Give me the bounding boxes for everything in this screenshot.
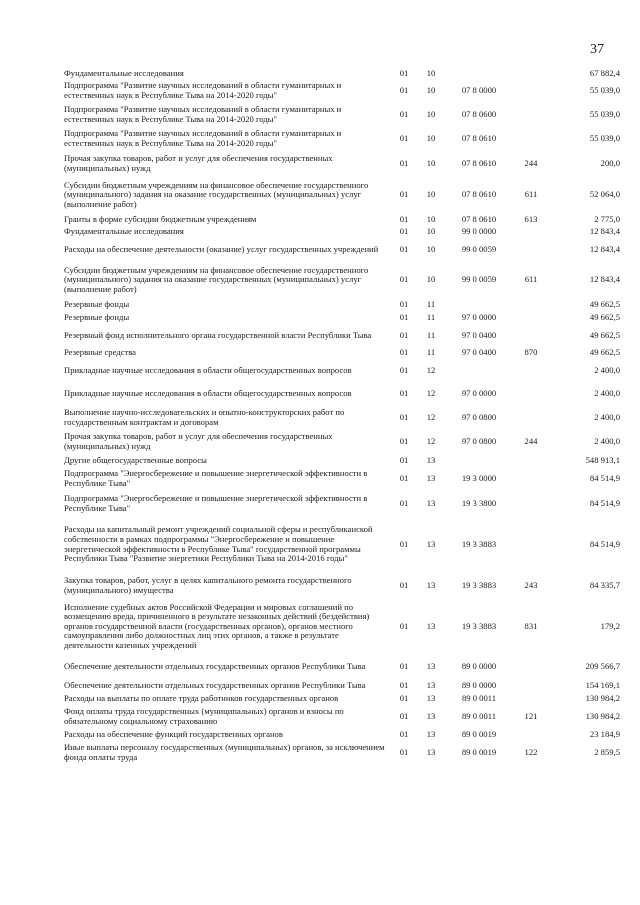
- cell-pr: 13: [426, 473, 436, 484]
- cell-name: Выполнение научно-исследовательских и опытно-конструкторских работ по государственным контрактам и договорам: [64, 407, 345, 427]
- cell-rz: 01: [399, 133, 409, 144]
- cell-pr: 12: [426, 364, 436, 375]
- cell-sum: 49 662,5: [589, 299, 620, 310]
- cell-name: Расходы на обеспечение деятельности (оказание) услуг государственных учреждений: [64, 243, 379, 254]
- cell-pr: 10: [426, 109, 436, 120]
- cell-cs: 99 0 0059: [461, 274, 497, 285]
- cell-sum: 84 514,9: [589, 473, 620, 484]
- cell-cs: 89 0 0000: [461, 679, 497, 690]
- cell-pr: 13: [426, 454, 436, 465]
- cell-name: Подпрограмма "Энергосбережение и повышение энергетической эффективности в Республике Тыва": [64, 468, 368, 488]
- cell-pr: 10: [426, 214, 436, 225]
- cell-sum: 179,2: [600, 620, 620, 631]
- cell-rz: 01: [399, 347, 409, 358]
- cell-rz: 01: [399, 728, 409, 739]
- cell-cs: 07 8 0610: [461, 189, 497, 200]
- cell-cs: 07 8 0610: [461, 133, 497, 144]
- cell-rz: 01: [399, 692, 409, 703]
- cell-cs: 19 3 3800: [461, 497, 497, 508]
- cell-cs: 19 3 0000: [461, 473, 497, 484]
- cell-sum: 2 775,0: [594, 214, 620, 225]
- cell-cs: 97 0 0800: [461, 436, 497, 447]
- cell-name: Обеспечение деятельности отдельных государственных органов Республики Тыва: [64, 661, 366, 672]
- cell-pr: 10: [426, 85, 436, 96]
- cell-sum: 49 662,5: [589, 311, 620, 322]
- cell-rz: 01: [399, 364, 409, 375]
- cell-rz: 01: [399, 329, 409, 340]
- cell-pr: 13: [426, 538, 436, 549]
- cell-pr: 13: [426, 620, 436, 631]
- cell-name: Подпрограмма "Развитие научных исследований в области гуманитарных и естественных наук в Республике Тыва на 2014-2020 годы": [64, 80, 342, 100]
- table-row: [64, 347, 620, 359]
- cell-rz: 01: [399, 620, 409, 631]
- cell-pr: 13: [426, 661, 436, 672]
- cell-vr: 243: [524, 579, 538, 590]
- cell-rz: 01: [399, 157, 409, 168]
- cell-name: Прикладные научные исследования в области общегосударственных вопросов: [64, 364, 352, 375]
- table-row: [64, 491, 620, 516]
- cell-cs: 19 3 3883: [461, 538, 497, 549]
- table-row: [64, 226, 620, 238]
- cell-pr: 13: [426, 579, 436, 590]
- cell-pr: 12: [426, 436, 436, 447]
- cell-sum: 130 984,2: [585, 710, 620, 721]
- cell-name: Фонд оплаты труда государственных (муниципальных) органов и взносы по обязательному социальному страхованию: [64, 705, 344, 726]
- cell-cs: 97 0 0400: [461, 329, 497, 340]
- cell-sum: 55 039,0: [589, 133, 620, 144]
- cell-sum: 2 400,0: [594, 364, 620, 375]
- cell-cs: 97 0 0400: [461, 347, 497, 358]
- cell-rz: 01: [399, 436, 409, 447]
- cell-name: Прикладные научные исследования в области общегосударственных вопросов: [64, 388, 352, 399]
- cell-cs: 99 0 0000: [461, 226, 497, 237]
- cell-sum: 2 400,0: [594, 436, 620, 447]
- table-row: [64, 692, 620, 705]
- cell-sum: 84 335,7: [589, 579, 620, 590]
- cell-name: Резервный фонд исполнительного органа государственной власти Республики Тыва: [64, 329, 372, 340]
- cell-rz: 01: [399, 412, 409, 423]
- table-row: [64, 176, 620, 214]
- table-row: [64, 741, 620, 764]
- cell-name: Другие общегосударственные вопросы: [64, 454, 207, 465]
- cell-vr: 831: [524, 620, 538, 631]
- cell-sum: 67 882,4: [589, 67, 620, 78]
- cell-sum: 2 400,0: [594, 412, 620, 423]
- cell-sum: 12 843,4: [589, 226, 620, 237]
- cell-name: Гранты в форме субсидии бюджетным учреждениям: [64, 214, 257, 225]
- cell-rz: 01: [399, 473, 409, 484]
- cell-pr: 13: [426, 710, 436, 721]
- table-row: [64, 261, 620, 299]
- table-row: [64, 127, 620, 151]
- cell-pr: 10: [426, 157, 436, 168]
- cell-pr: 11: [426, 329, 436, 340]
- cell-rz: 01: [399, 189, 409, 200]
- cell-rz: 01: [399, 710, 409, 721]
- cell-vr: 870: [524, 347, 538, 358]
- cell-name: Субсидии бюджетным учреждениям на финансовое обеспечение государственного (муниципального) задания на оказание государственных (муниципальных) услуг (выполнение работ): [64, 179, 369, 209]
- cell-sum: 55 039,0: [589, 85, 620, 96]
- table-row: [64, 454, 620, 467]
- cell-rz: 01: [399, 299, 409, 310]
- cell-vr: 611: [524, 189, 538, 200]
- cell-cs: 89 0 0019: [461, 746, 497, 757]
- cell-name: Субсидии бюджетным учреждениям на финансовое обеспечение государственного (муниципального) задания на оказание государственных (муниципальных) услуг (выполнение работ): [64, 264, 369, 294]
- cell-vr: 121: [524, 710, 538, 721]
- table-row: [64, 324, 620, 347]
- cell-sum: 12 843,4: [589, 243, 620, 254]
- cell-sum: 2 400,0: [594, 388, 620, 399]
- table-row: [64, 79, 620, 103]
- cell-cs: 97 0 0000: [461, 388, 497, 399]
- table-row: [64, 430, 620, 454]
- cell-pr: 13: [426, 692, 436, 703]
- cell-sum: 84 514,9: [589, 538, 620, 549]
- cell-rz: 01: [399, 214, 409, 225]
- table-row: [64, 68, 620, 79]
- cell-pr: 11: [426, 347, 436, 358]
- cell-name: Фундаментальные исследования: [64, 67, 184, 78]
- cell-pr: 12: [426, 388, 436, 399]
- cell-cs: 97 0 0000: [461, 311, 497, 322]
- cell-sum: 209 566,7: [585, 661, 620, 672]
- cell-pr: 11: [426, 311, 436, 322]
- table-row: [64, 598, 620, 655]
- cell-rz: 01: [399, 388, 409, 399]
- table-row: [64, 359, 620, 382]
- cell-pr: 12: [426, 412, 436, 423]
- cell-name: Обеспечение деятельности отдельных государственных органов Республики Тыва: [64, 679, 366, 690]
- cell-sum: 49 662,5: [589, 329, 620, 340]
- cell-sum: 2 859,5: [594, 746, 620, 757]
- cell-rz: 01: [399, 67, 409, 78]
- cell-name: Резервные фонды: [64, 311, 130, 322]
- cell-cs: 89 0 0011: [461, 710, 497, 721]
- cell-pr: 13: [426, 728, 436, 739]
- cell-sum: 55 039,0: [589, 109, 620, 120]
- cell-pr: 13: [426, 746, 436, 757]
- table-row: [64, 679, 620, 692]
- cell-sum: 200,0: [600, 157, 620, 168]
- cell-cs: 89 0 0000: [461, 661, 497, 672]
- table-row: [64, 214, 620, 226]
- cell-pr: 10: [426, 243, 436, 254]
- cell-name: Фундаментальные исследования: [64, 226, 184, 237]
- table-row: [64, 103, 620, 127]
- cell-vr: 613: [524, 214, 538, 225]
- cell-rz: 01: [399, 226, 409, 237]
- cell-cs: 07 8 0610: [461, 214, 497, 225]
- table-row: [64, 151, 620, 176]
- cell-cs: 89 0 0011: [461, 692, 497, 703]
- cell-cs: 89 0 0019: [461, 728, 497, 739]
- cell-rz: 01: [399, 274, 409, 285]
- cell-cs: 07 8 0610: [461, 157, 497, 168]
- cell-name: Исполнение судебных актов Российской Федерации и мировых соглашений по возмещению вреда, причиненного в результате незаконных действий (бездействия) органов государственной власти (государственных органов), органов местного самоуправления либо должностных лиц этих органов, а также в результате деятельности казенных учреждений: [64, 601, 370, 650]
- page-number: 37: [590, 42, 604, 57]
- budget-table: [64, 68, 620, 764]
- table-row: [64, 311, 620, 324]
- cell-rz: 01: [399, 746, 409, 757]
- cell-pr: 10: [426, 189, 436, 200]
- cell-rz: 01: [399, 85, 409, 96]
- cell-name: Прочая закупка товаров, работ и услуг для обеспечения государственных (муниципальных) нужд: [64, 431, 333, 451]
- cell-pr: 13: [426, 497, 436, 508]
- cell-rz: 01: [399, 661, 409, 672]
- table-row: [64, 299, 620, 311]
- cell-name: Прочая закупка товаров, работ и услуг для обеспечения государственных (муниципальных) нужд: [64, 152, 333, 173]
- cell-cs: 19 3 3883: [461, 620, 497, 631]
- table-row: [64, 573, 620, 598]
- cell-pr: 10: [426, 274, 436, 285]
- cell-sum: 154 169,1: [585, 679, 620, 690]
- cell-name: Иные выплаты персоналу государственных (муниципальных) органов, за исключением фонда оплаты труда: [64, 741, 385, 762]
- cell-cs: 07 8 0600: [461, 109, 497, 120]
- cell-name: Резервные средства: [64, 347, 136, 358]
- cell-sum: 52 064,0: [589, 189, 620, 200]
- cell-rz: 01: [399, 538, 409, 549]
- cell-rz: 01: [399, 311, 409, 322]
- cell-vr: 244: [524, 436, 538, 447]
- cell-cs: 19 3 3883: [461, 579, 497, 590]
- cell-vr: 244: [524, 157, 538, 168]
- cell-sum: 12 843,4: [589, 274, 620, 285]
- cell-name: Расходы на капитальный ремонт учреждений социальной сферы и республиканской собственности в рамках подпрограммы "Энергосбережение и повышение энергетической эффективности в Республике Тыва" государственной программы Республики Тыва "Развитие энергетики Республики Тыва на 2014-2016 годы": [64, 524, 373, 564]
- table-row: [64, 516, 620, 573]
- cell-name: Подпрограмма "Энергосбережение и повышение энергетической эффективности в Республике Тыва": [64, 492, 368, 513]
- cell-rz: 01: [399, 454, 409, 465]
- cell-sum: 130 984,2: [585, 692, 620, 703]
- cell-rz: 01: [399, 109, 409, 120]
- cell-name: Закупка товаров, работ, услуг в целях капитального ремонта государственного (муниципального) имущества: [64, 574, 352, 595]
- cell-pr: 10: [426, 226, 436, 237]
- cell-name: Расходы на обеспечение функций государственных органов: [64, 728, 283, 739]
- cell-sum: 84 514,9: [589, 497, 620, 508]
- table-row: [64, 467, 620, 491]
- table-row: [64, 728, 620, 741]
- cell-pr: 11: [426, 299, 436, 310]
- table-row: [64, 406, 620, 430]
- cell-sum: 49 662,5: [589, 347, 620, 358]
- cell-rz: 01: [399, 243, 409, 254]
- cell-pr: 10: [426, 67, 436, 78]
- cell-vr: 122: [524, 746, 538, 757]
- cell-name: Подпрограмма "Развитие научных исследований в области гуманитарных и естественных наук в Республике Тыва на 2014-2020 годы": [64, 104, 342, 124]
- cell-cs: 97 0 0800: [461, 412, 497, 423]
- cell-name: Резервные фонды: [64, 299, 130, 310]
- cell-cs: 99 0 0059: [461, 243, 497, 254]
- cell-name: Расходы на выплаты по оплате труда работников государственных органов: [64, 692, 339, 703]
- cell-vr: 611: [524, 274, 538, 285]
- cell-sum: 548 913,1: [585, 454, 620, 465]
- cell-pr: 10: [426, 133, 436, 144]
- table-row: [64, 655, 620, 679]
- cell-name: Подпрограмма "Развитие научных исследований в области гуманитарных и естественных наук в Республике Тыва на 2014-2020 годы": [64, 128, 342, 148]
- cell-rz: 01: [399, 497, 409, 508]
- table-row: [64, 705, 620, 728]
- cell-sum: 23 184,9: [589, 728, 620, 739]
- cell-rz: 01: [399, 679, 409, 690]
- cell-cs: 07 8 0000: [461, 85, 497, 96]
- table-row: [64, 382, 620, 406]
- table-row: [64, 238, 620, 261]
- cell-rz: 01: [399, 579, 409, 590]
- cell-pr: 13: [426, 679, 436, 690]
